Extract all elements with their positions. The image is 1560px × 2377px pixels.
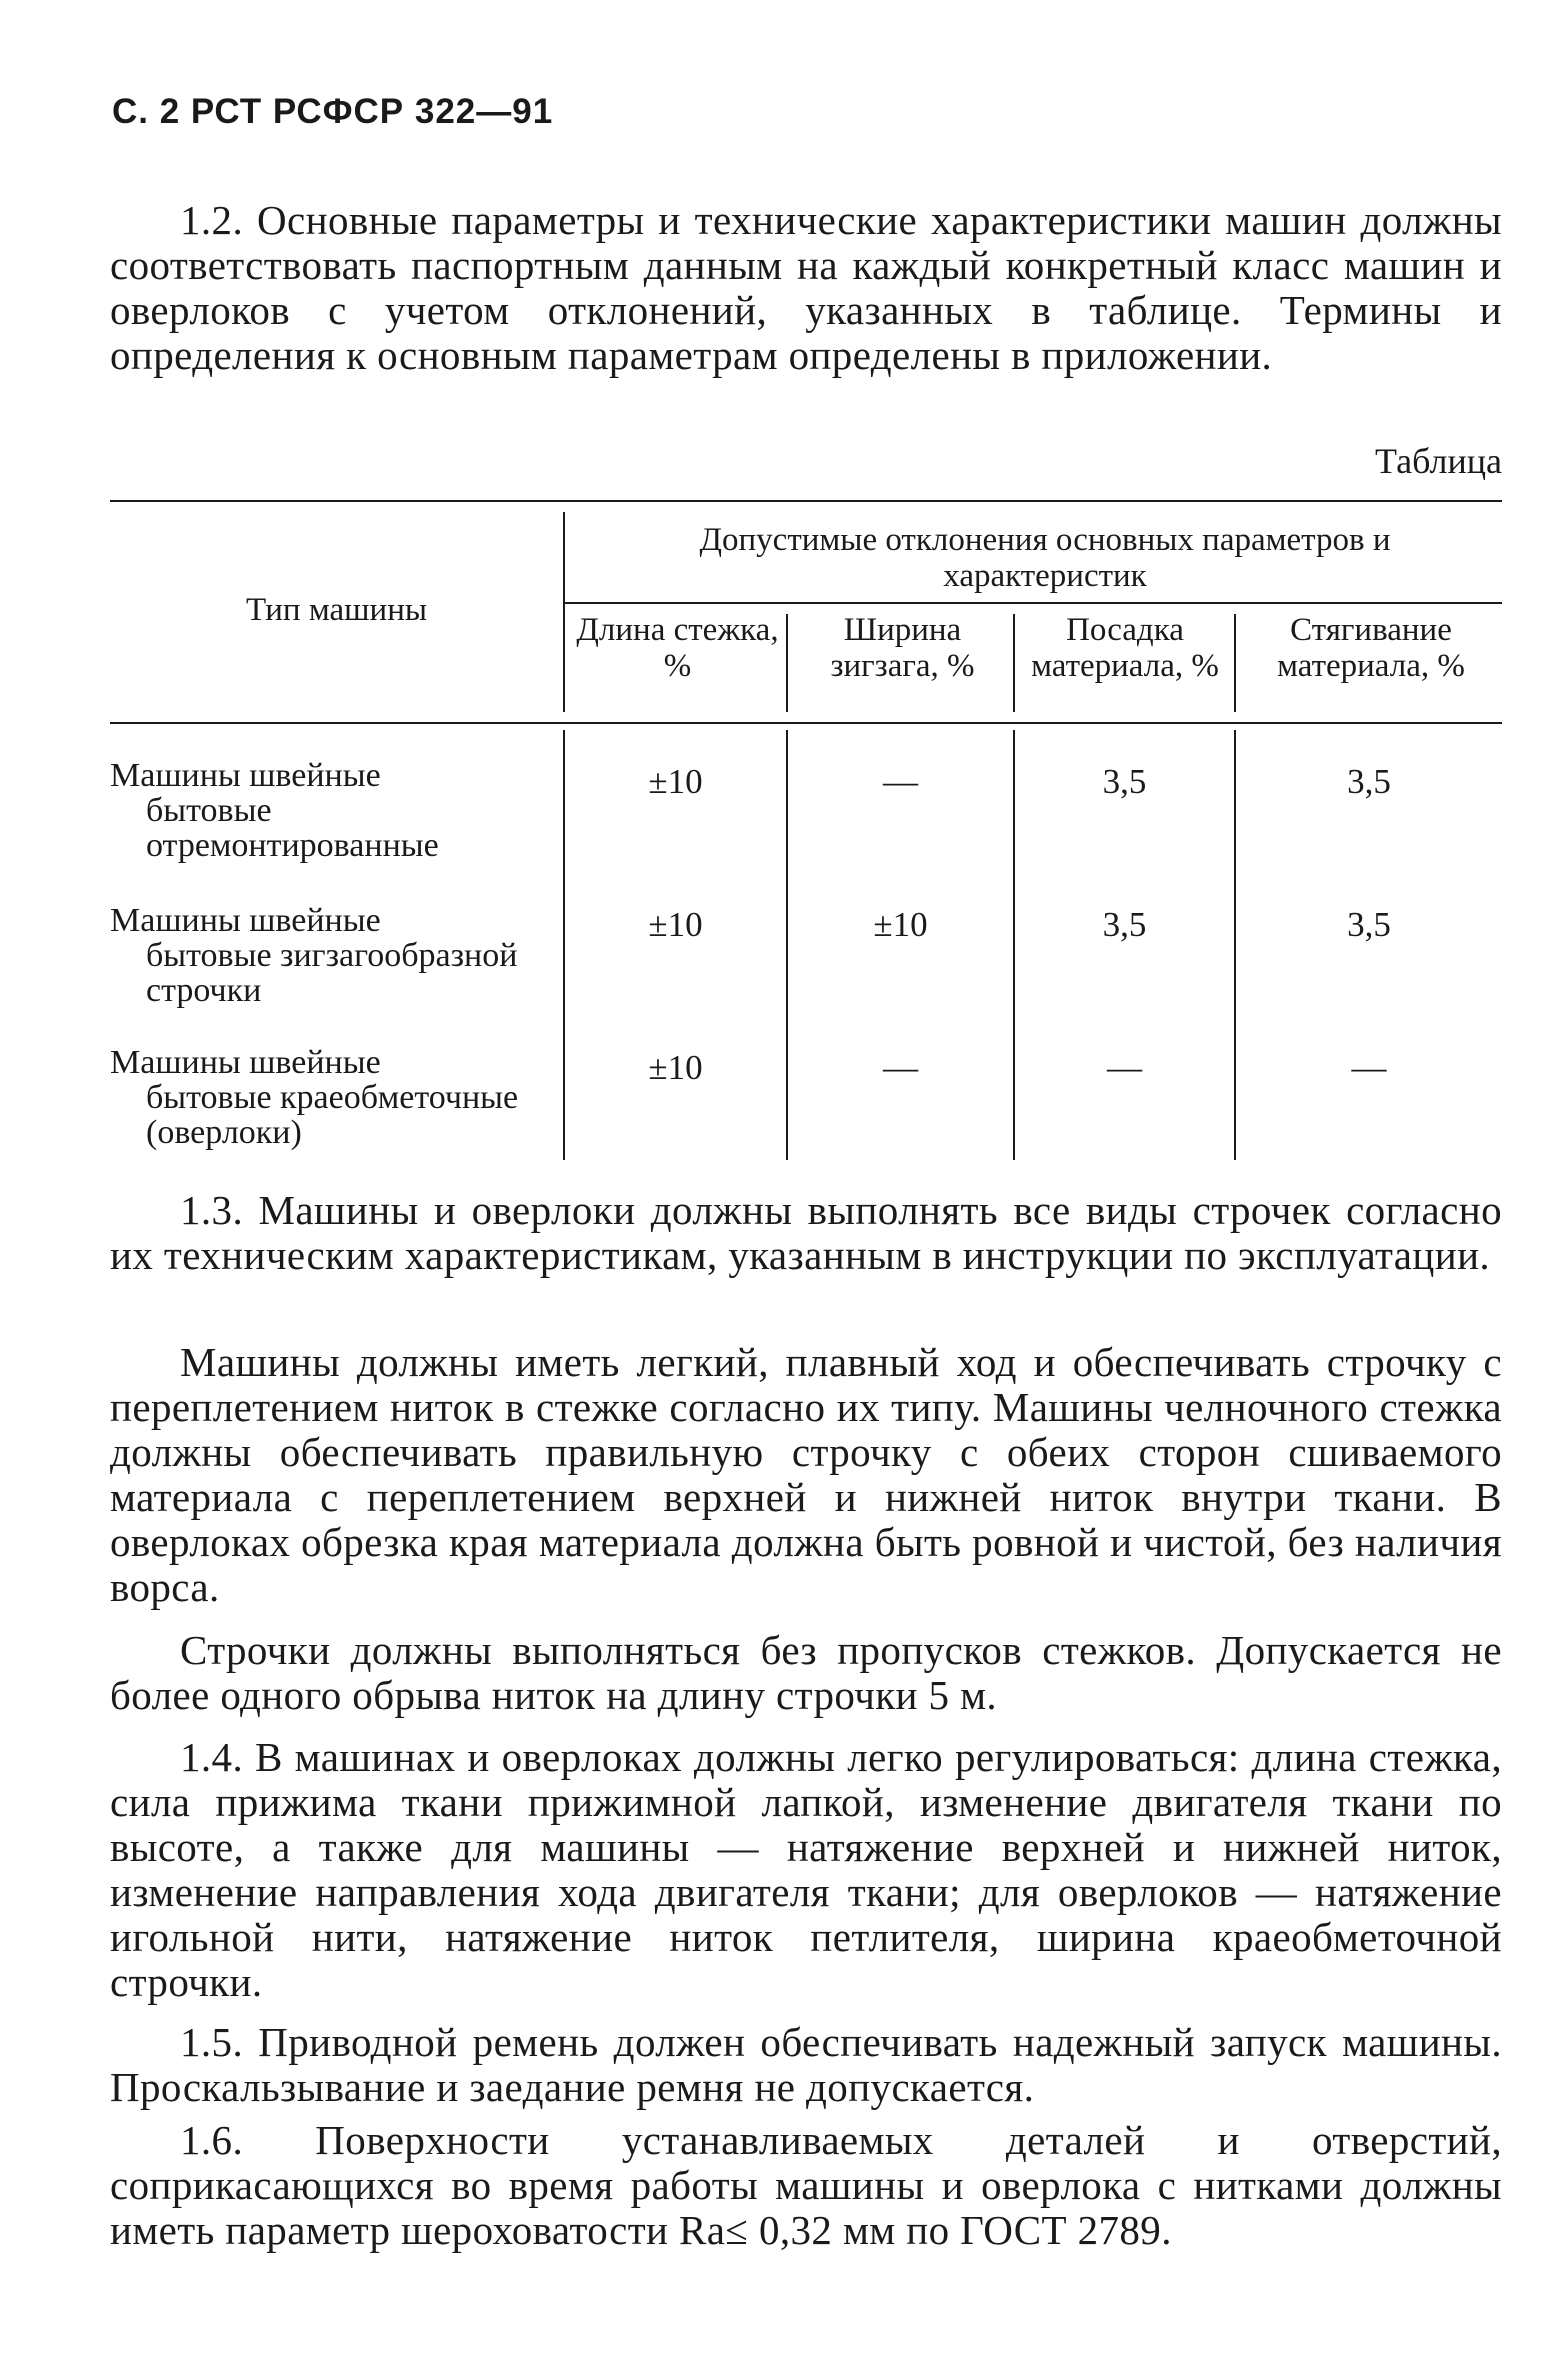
table-cell: 3,5 bbox=[1347, 905, 1391, 944]
header-divider bbox=[786, 614, 788, 712]
row-label-rest: бытовые отремонтированные bbox=[146, 792, 439, 864]
page-header: С. 2 РСТ РСФСР 322—91 bbox=[112, 92, 554, 131]
table-cell: ±10 bbox=[648, 762, 703, 801]
table-caption: Таблица bbox=[1375, 441, 1502, 481]
paragraph-1-2: 1.2. Основные параметры и технические характеристики машин должны соответствовать паспортным данным на каждый конкретный класс машин и оверлоков с учетом отклонений, указанных в таблице. Термины и определения к основным параметрам определены в приложении. bbox=[110, 197, 1502, 378]
paragraph-1-5: 1.5. Приводной ремень должен обеспечивать надежный запуск машины. Проскальзывание и заедание ремня не допускается. bbox=[110, 2019, 1502, 2110]
column-group-header: Допустимые отклонения основных параметров и характеристик bbox=[699, 522, 1391, 594]
column-header-zigzag-width: Ширина зигзага, % bbox=[830, 612, 975, 684]
table-top-rule bbox=[110, 500, 1502, 502]
table-cell: ±10 bbox=[648, 905, 703, 944]
table-cell: ±10 bbox=[873, 905, 928, 944]
table-cell: — bbox=[883, 1048, 918, 1087]
paragraph-smooth-running: Машины должны иметь легкий, плавный ход и обеспечивать строчку с переплетением ниток в стежке согласно их типу. Машины челночного стежка должны обеспечивать правильную строчку с обеих сторон сшиваемого материала с переплетением верхней и нижней ниток внутри ткани. В оверлоках обрезка края материала должна быть ровной и чистой, без наличия ворса. bbox=[110, 1339, 1502, 1610]
table-cell: — bbox=[1107, 1048, 1142, 1087]
paragraph-1-3: 1.3. Машины и оверлоки должны выполнять все виды строчек согласно их техническим характеристикам, указанным в инструкции по эксплуатации. bbox=[110, 1187, 1502, 1278]
table-row-label bbox=[110, 903, 550, 1008]
table-cell: — bbox=[1351, 1048, 1387, 1087]
row-label-line: Машины швейные bbox=[110, 1044, 381, 1081]
row-label-rest: бытовые краеобметочные (оверлоки) bbox=[146, 1079, 519, 1151]
table-cell: — bbox=[883, 762, 918, 801]
column-header-type: Тип машины bbox=[245, 592, 428, 628]
table-cell: 3,5 bbox=[1102, 905, 1147, 944]
column-header-material-fit: Посадка материала, % bbox=[1031, 612, 1219, 684]
paragraph-1-4: 1.4. В машинах и оверлоках должны легко регулироваться: длина стежка, сила прижима ткани прижимной лапкой, изменение двигателя ткани по высоте, а также для машины — натяжение верхней и нижней ниток, изменение направления хода двигателя ткани; для оверлоков — натяжение игольной нити, натяжение ниток петлителя, ширина краеобметочной строчки. bbox=[110, 1734, 1502, 2005]
header-divider bbox=[563, 512, 565, 712]
header-bottom-rule bbox=[110, 722, 1502, 724]
column-header-stitch-length: Длина стежка, % bbox=[576, 612, 779, 684]
table-cell: 3,5 bbox=[1102, 762, 1147, 801]
group-header-rule bbox=[565, 602, 1502, 604]
table-row-label bbox=[110, 1045, 550, 1150]
table-cell: ±10 bbox=[648, 1048, 703, 1087]
row-label-line: Машины швейные bbox=[110, 757, 381, 794]
header-divider bbox=[1013, 614, 1015, 712]
header-divider bbox=[1234, 614, 1236, 712]
row-label-line: Машины швейные bbox=[110, 902, 381, 939]
column-header-material-tightening: Стягивание материала, % bbox=[1277, 612, 1465, 684]
paragraph-1-6: 1.6. Поверхности устанавливаемых деталей и отверстий, соприкасающихся во время работы машины и оверлока с нитками должны иметь параметр шероховатости Ra≤ 0,32 мм по ГОСТ 2789. bbox=[110, 2117, 1502, 2253]
paragraph-stitch-lines: Строчки должны выполняться без пропусков стежков. Допускается не более одного обрыва ниток на длину строчки 5 м. bbox=[110, 1627, 1502, 1718]
table-row-label bbox=[110, 758, 550, 863]
table-cell: 3,5 bbox=[1347, 762, 1391, 801]
row-label-rest: бытовые зигзагообразной строчки bbox=[146, 937, 518, 1009]
